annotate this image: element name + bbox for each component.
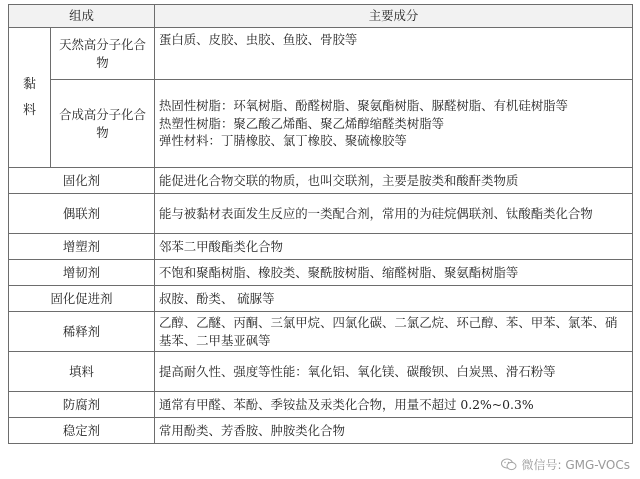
row-toughener: [9, 260, 633, 286]
row-name: 填料: [9, 352, 155, 392]
synthetic-polymer-text: [155, 80, 633, 168]
row-name: 稀释剂: [9, 312, 155, 352]
row-plasticizer: [9, 234, 633, 260]
row-text: 通常有甲醛、苯酚、季铵盐及汞类化合物，用量不超过 0.2%~0.3%: [155, 392, 633, 418]
row-text: 常用酚类、芳香胺、肿胺类化合物: [155, 418, 633, 444]
synthetic-line-thermoset: 热固性树脂：环氧树脂、酚醛树脂、聚氨酯树脂、脲醛树脂、有机硅树脂等: [159, 98, 568, 114]
row-filler: [9, 352, 633, 392]
watermark-text: 微信号: GMG-VOCs: [521, 458, 630, 472]
row-name: 固化剂: [9, 168, 155, 194]
watermark: [501, 456, 630, 473]
row-name: 固化促进剂: [9, 286, 155, 312]
row-coupling-agent: [9, 194, 633, 234]
row-text: 不饱和聚酯树脂、橡胶类、聚酰胺树脂、缩醛树脂、聚氨酯树脂等: [155, 260, 633, 286]
natural-polymer-text: 蛋白质、皮胶、虫胶、鱼胶、骨胶等: [155, 28, 633, 80]
row-text: 乙醇、乙醚、丙酮、三氯甲烷、四氯化碳、二氯乙烷、环己醇、苯、甲苯、氯苯、硝基苯、二甲基亚砜等: [155, 312, 633, 352]
row-curing-accelerator: [9, 286, 633, 312]
wechat-icon: [501, 458, 517, 471]
synthetic-line-thermoplastic: 热塑性树脂：聚乙酸乙烯酯、聚乙烯醇缩醛类树脂等: [159, 115, 444, 131]
natural-polymer-label: 天然高分子化合物: [51, 28, 155, 80]
row-text: 邻苯二甲酸酯类化合物: [155, 234, 633, 260]
row-natural-polymer: [9, 28, 633, 80]
row-synthetic-polymer: [9, 80, 633, 168]
row-name: 偶联剂: [9, 194, 155, 234]
row-name: 稳定剂: [9, 418, 155, 444]
row-text: 能促进化合物交联的物质，也叫交联剂，主要是胺类和酸酐类物质: [155, 168, 633, 194]
row-stabilizer: [9, 418, 633, 444]
header-row: [9, 5, 633, 28]
synthetic-polymer-label: 合成高分子化合物: [51, 80, 155, 168]
row-name: 增韧剂: [9, 260, 155, 286]
row-diluent: [9, 312, 633, 352]
row-text: 能与被黏材表面发生反应的一类配合剂，常用的为硅烷偶联剂、钛酸酯类化合物: [155, 194, 633, 234]
adhesive-label-bottom: 料: [22, 102, 36, 118]
header-main-components: 主要成分: [155, 5, 633, 28]
adhesive-label-top: 黏: [22, 76, 36, 92]
row-curing-agent: [9, 168, 633, 194]
row-text: 叔胺、酚类、 硫脲等: [155, 286, 633, 312]
synthetic-line-elastomer: 弹性材料：丁腈橡胶、氯丁橡胶、聚硫橡胶等: [159, 133, 407, 149]
row-name: 增塑剂: [9, 234, 155, 260]
row-name: 防腐剂: [9, 392, 155, 418]
row-preservative: [9, 392, 633, 418]
adhesive-label-cell: [9, 28, 51, 168]
composition-table: [8, 4, 633, 444]
row-text: 提高耐久性、强度等性能：氧化铝、氧化镁、碳酸钡、白炭黑、滑石粉等: [155, 352, 633, 392]
header-component: 组成: [9, 5, 155, 28]
